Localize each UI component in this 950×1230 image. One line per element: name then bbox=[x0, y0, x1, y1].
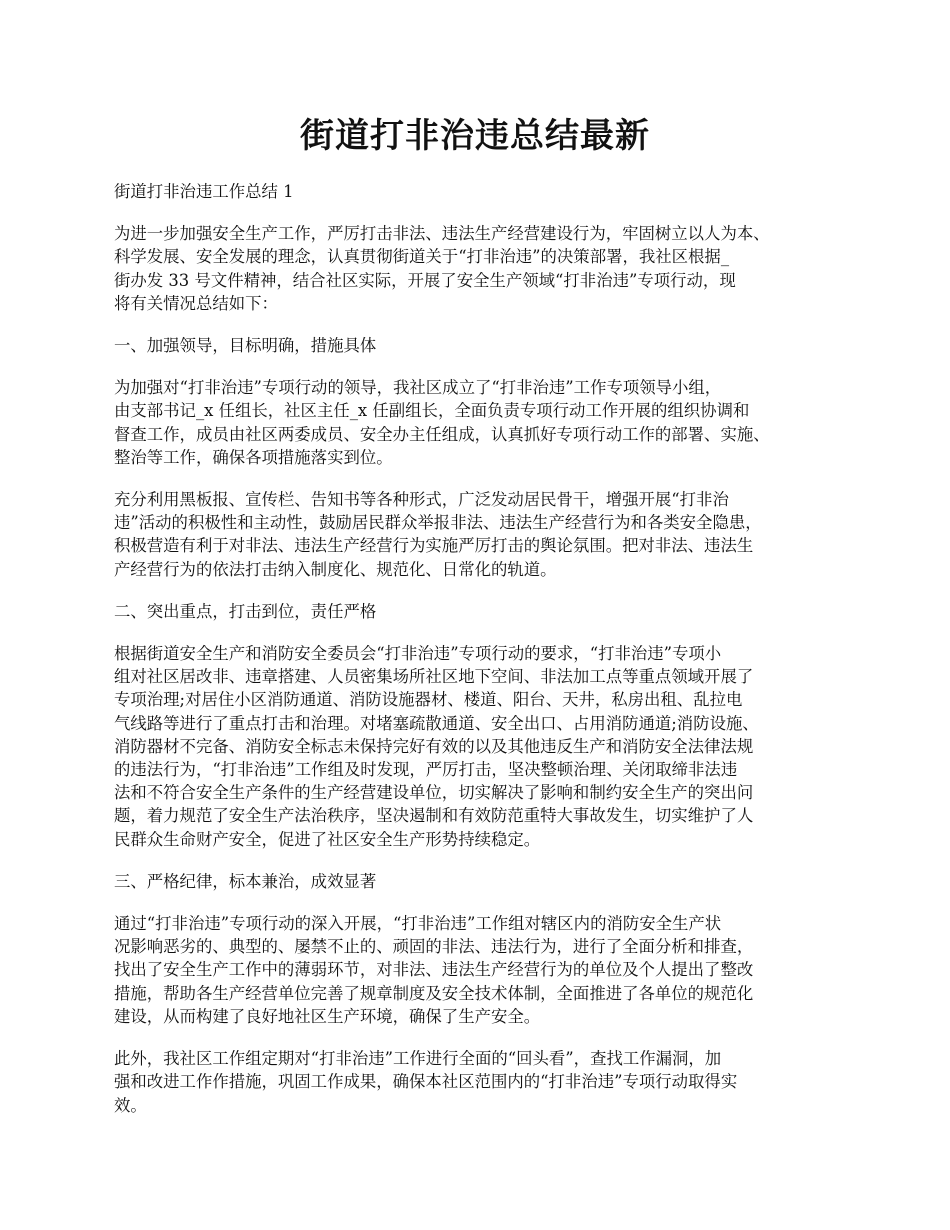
text-line: 督查工作，成员由社区两委成员、安全办主任组成，认真抓好专项行动工作的部署、实施、 bbox=[114, 424, 770, 444]
text-line: 建设，从而构建了良好地社区生产环境，确保了生产安全。 bbox=[114, 1006, 541, 1026]
text-line: 积极营造有利于对非法、违法生产经营行为实施严厉打击的舆论氛围。把对非法、违法生 bbox=[114, 536, 754, 556]
text-line: 效。 bbox=[114, 1095, 147, 1115]
body-paragraph bbox=[114, 642, 854, 851]
text-line: 整治等工作，确保各项措施落实到位。 bbox=[114, 447, 393, 467]
text-line: 根据街道安全生产和消防安全委员会“打非治违”专项行动的要求，“打非治违”专项小 bbox=[114, 644, 722, 664]
text-line: 消防器材不完备、消防安全标志未保持完好有效的以及其他违反生产和消防安全法律法规 bbox=[114, 736, 754, 756]
body-paragraph bbox=[114, 488, 854, 581]
text-line: 强和改进工作作措施，巩固工作成果，确保本社区范围内的“打非治违”专项行动取得实 bbox=[114, 1072, 738, 1092]
text-line: 组对社区居改非、违章搭建、人员密集场所社区地下空间、非法加工点等重点领域开展了 bbox=[114, 667, 754, 687]
text-line: 气线路等进行了重点打击和治理。对堵塞疏散通道、安全出口、占用消防通道;消防设施、 bbox=[114, 713, 759, 733]
text-line: 为加强对“打非治违”专项行动的领导，我社区成立了“打非治违”工作专项领导小组， bbox=[114, 378, 722, 398]
text-line: 街办发 33 号文件精神，结合社区实际，开展了安全生产领域“打非治违”专项行动，现 bbox=[114, 270, 736, 290]
subtitle-paragraph bbox=[114, 180, 854, 203]
text-line: 通过“打非治违”专项行动的深入开展，“打非治违”工作组对辖区内的消防安全生产状 bbox=[114, 914, 722, 934]
text-line: 街道打非治违工作总结 1 bbox=[114, 182, 294, 201]
text-line: 专项治理;对居住小区消防通道、消防设施器材、楼道、阳台、天井，私房出租、乱拉电 bbox=[114, 690, 743, 710]
text-line: 二、突出重点，打击到位，责任严格 bbox=[114, 601, 377, 621]
text-line: 将有关情况总结如下： bbox=[114, 293, 278, 313]
section-heading-2 bbox=[114, 600, 854, 623]
text-line: 法和不符合安全生产条件的生产经营建设单位，切实解决了影响和制约安全生产的突出问 bbox=[114, 783, 754, 803]
text-line: 一、加强领导，目标明确，措施具体 bbox=[114, 336, 377, 356]
text-line: 措施，帮助各生产经营单位完善了规章制度及安全技术体制，全面推进了各单位的规范化 bbox=[114, 983, 754, 1003]
document-title: 街道打非治违总结最新 bbox=[300, 116, 650, 156]
body-paragraph bbox=[114, 1047, 854, 1117]
text-line: 科学发展、安全发展的理念，认真贯彻街道关于“打非治违”的决策部署，我社区根据_ bbox=[114, 247, 730, 267]
body-paragraph bbox=[114, 376, 854, 469]
text-line: 此外，我社区工作组定期对“打非治违”工作进行全面的“回头看”，查找工作漏洞，加 bbox=[114, 1049, 722, 1069]
body-paragraph bbox=[114, 912, 854, 1028]
text-line: 为进一步加强安全生产工作，严厉打击非法、违法生产经营建设行为，牢固树立以人为本、 bbox=[114, 224, 770, 244]
text-line: 的违法行为，“打非治违”工作组及时发现，严厉打击，坚决整顿治理、关闭取缔非法违 bbox=[114, 760, 738, 780]
section-heading-3 bbox=[114, 870, 854, 893]
text-line: 产经营行为的依法打击纳入制度化、规范化、日常化的轨道。 bbox=[114, 559, 557, 579]
text-line: 三、严格纪律，标本兼治，成效显著 bbox=[114, 871, 377, 891]
text-line: 充分利用黑板报、宣传栏、告知书等各种形式，广泛发动居民骨干，增强开展“打非治 bbox=[114, 490, 729, 510]
text-line: 民群众生命财产安全，促进了社区安全生产形势持续稳定。 bbox=[114, 829, 541, 849]
intro-paragraph bbox=[114, 222, 854, 315]
document-body bbox=[114, 180, 854, 1136]
text-line: 违”活动的积极性和主动性，鼓励居民群众举报非法、违法生产经营行为和各类安全隐患， bbox=[114, 513, 762, 533]
text-line: 由支部书记_x 任组长，社区主任_x 任副组长，全面负责专项行动工作开展的组织协调和 bbox=[114, 401, 750, 421]
text-line: 找出了安全生产工作中的薄弱环节，对非法、违法生产经营行为的单位及个人提出了整改 bbox=[114, 960, 754, 980]
text-line: 况影响恶劣的、典型的、屡禁不止的、顽固的非法、违法行为，进行了全面分析和排查， bbox=[114, 937, 754, 957]
section-heading-1 bbox=[114, 334, 854, 357]
text-line: 题，着力规范了安全生产法治秩序，坚决遏制和有效防范重特大事故发生，切实维护了人 bbox=[114, 806, 754, 826]
